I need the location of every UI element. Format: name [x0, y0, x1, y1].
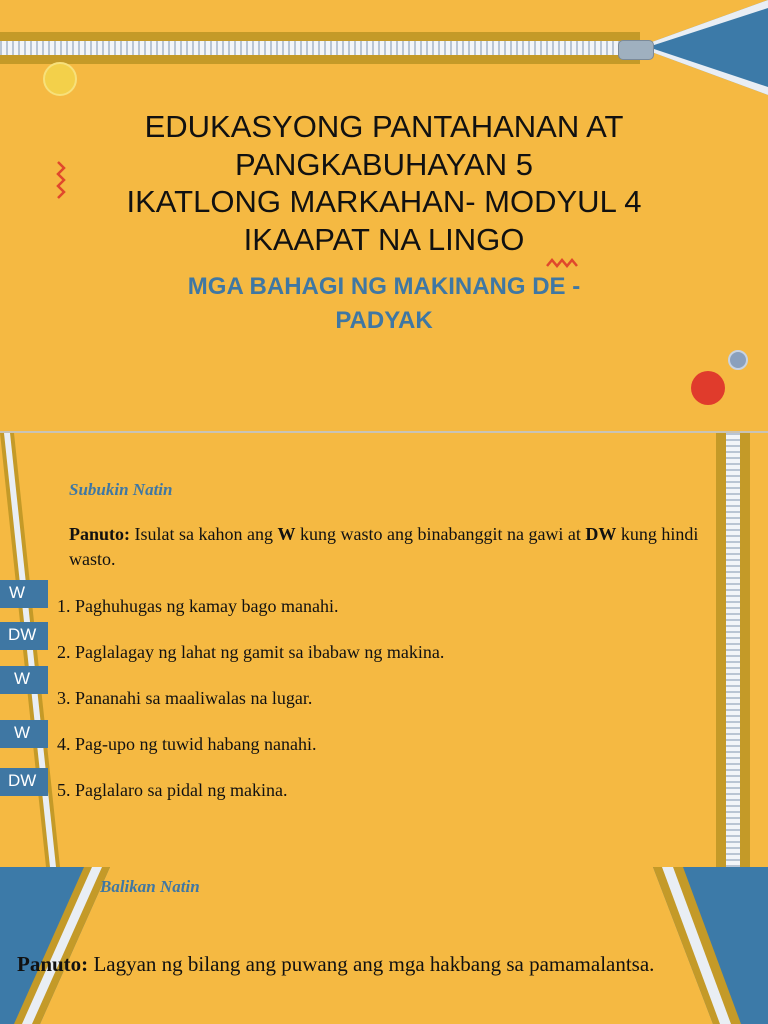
section-heading: Balikan Natin: [100, 877, 200, 896]
title-line: IKATLONG MARKAHAN- MODYUL 4: [126, 184, 642, 219]
balikan-slide: [0, 867, 768, 1024]
zipper-left-diagonal: [0, 433, 60, 867]
answer-box[interactable]: W: [0, 580, 48, 608]
slide-title: [0, 108, 768, 258]
instruction-label: Panuto:: [17, 952, 89, 976]
subtitle-line: PADYAK: [335, 307, 433, 334]
blue-button-decoration: [728, 350, 748, 370]
title-slide: [0, 0, 768, 430]
mark-dw: DW: [585, 524, 617, 544]
instruction-label: Panuto:: [69, 524, 131, 544]
section-heading: Subukin Natin: [69, 480, 173, 499]
answer-box[interactable]: W: [0, 720, 48, 748]
list-item: 4. Pag-upo ng tuwid habang nanahi.: [57, 734, 317, 754]
title-line: EDUKASYONG PANTAHANAN AT: [144, 109, 624, 144]
instruction-part: Lagyan ng bilang ang puwang ang mga hakbang sa pamamalantsa.: [88, 952, 655, 976]
denim-fabric-right: [653, 867, 768, 1024]
answer-box[interactable]: DW: [0, 768, 48, 796]
list-item: 1. Paghuhugas ng kamay bago manahi.: [57, 596, 339, 616]
answer-box[interactable]: W: [0, 666, 48, 694]
subtitle-line: MGA BAHAGI NG MAKINANG DE -: [187, 273, 581, 300]
denim-fabric-left: [0, 867, 110, 1024]
instruction-part: kung hindi wasto.: [69, 524, 699, 569]
question-list: [57, 592, 444, 822]
title-line: PANGKABUHAYAN 5: [234, 146, 534, 182]
instruction-text: [69, 522, 709, 572]
subukin-slide: [0, 433, 768, 867]
list-item: 3. Pananahi sa maaliwalas na lugar.: [57, 688, 313, 708]
list-item: 2. Paglalagay ng lahat ng gamit sa ibabaw ng makina.: [57, 642, 445, 662]
red-button-decoration: [691, 371, 725, 405]
answer-box[interactable]: DW: [0, 622, 48, 650]
wavy-stitch-icon: [546, 257, 580, 269]
list-item: 5. Paglalaro sa pidal ng makina.: [57, 780, 288, 800]
yellow-button-decoration: [43, 62, 77, 96]
slide-subtitle: [0, 270, 768, 338]
instruction-part: Isulat sa kahon ang: [130, 524, 278, 544]
title-line: IKAAPAT NA LINGO: [243, 221, 525, 257]
instruction-part: kung wasto ang binabanggit na gawi at: [295, 524, 586, 544]
zipper-right: [716, 433, 750, 867]
instruction-text: [17, 949, 657, 979]
zipper-top: [0, 32, 640, 64]
zipper-pull: [618, 40, 654, 60]
mark-w: W: [277, 524, 296, 544]
